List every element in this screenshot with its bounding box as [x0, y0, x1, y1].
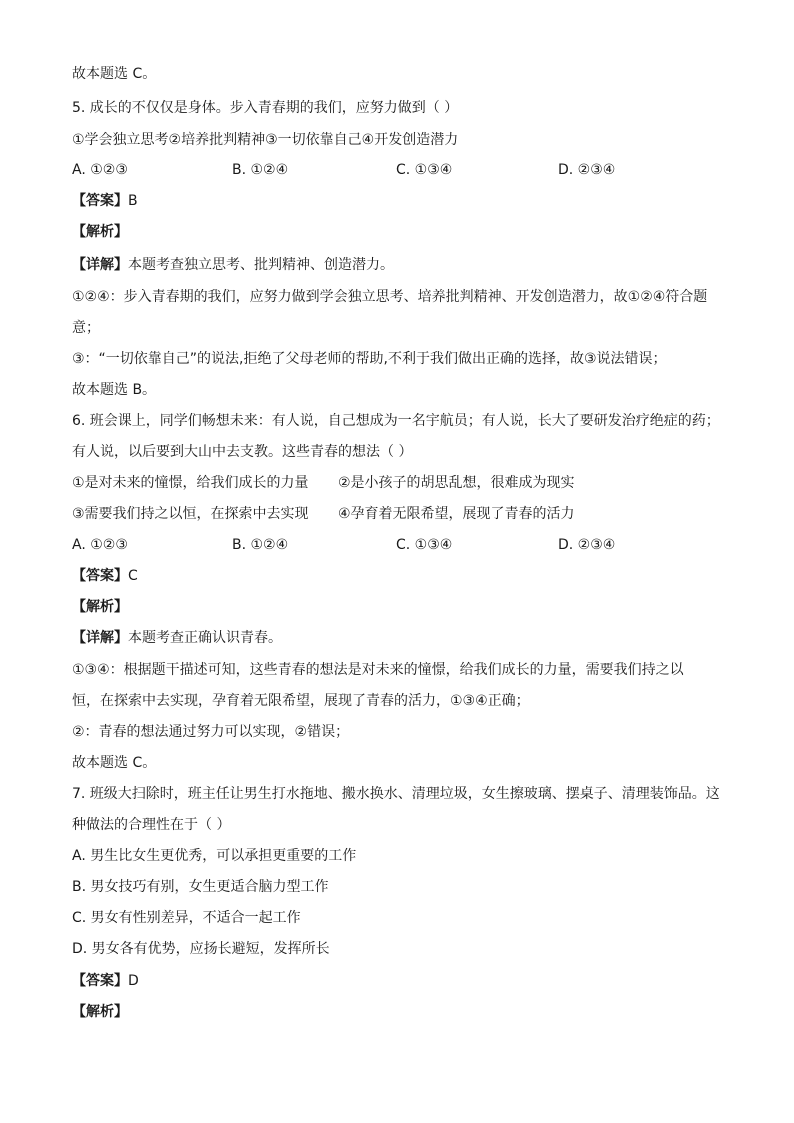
detail-text: 本题考查正确认识青春。 — [128, 630, 282, 646]
q5-answer — [72, 191, 138, 211]
answer-label: 【答案】 — [72, 193, 128, 209]
q6-item-3: ③需要我们持之以恒，在探索中去实现 — [72, 506, 309, 522]
answer-label: 【答案】 — [72, 568, 128, 584]
q7-option-b: B. 男女技巧有别，女生更适合脑力型工作 — [72, 879, 329, 895]
q7-analysis-label: 【解析】 — [72, 1004, 128, 1020]
q5-option-a: A. ①②③ — [72, 162, 128, 178]
q5-explanation-1b: 意； — [72, 320, 100, 336]
q6-analysis-label: 【解析】 — [72, 599, 128, 615]
q7-stem-b: 种做法的合理性在于（ ） — [72, 817, 231, 833]
q6-option-a: A. ①②③ — [72, 537, 128, 553]
detail-text: 本题考查独立思考、批判精神、创造潜力。 — [128, 257, 394, 273]
q7-option-d: D. 男女各有优势，应扬长避短，发挥所长 — [72, 941, 330, 957]
detail-label: 【详解】 — [72, 257, 128, 273]
q7-option-a: A. 男生比女生更优秀，可以承担更重要的工作 — [72, 848, 357, 864]
q7-stem-a: 7. 班级大扫除时，班主任让男生打水拖地、搬水换水、清理垃圾，女生擦玻璃、摆桌子、清理装饰品。这 — [72, 786, 720, 802]
q5-explanation-2: ③：“一切依靠自己”的说法,拒绝了父母老师的帮助,不利于我们做出正确的选择，故③说法错误； — [72, 351, 667, 367]
q5-conclusion: 故本题选 B。 — [72, 382, 157, 398]
q6-detail — [72, 628, 282, 648]
q5-stem: 5. 成长的不仅仅是身体。步入青春期的我们，应努力做到（ ） — [72, 100, 459, 116]
q6-item-2: ②是小孩子的胡思乱想，很难成为现实 — [338, 475, 575, 491]
q6-option-c: C. ①③④ — [396, 537, 453, 553]
q6-explanation-1a: ①③④：根据题干描述可知，这些青春的想法是对未来的憧憬，给我们成长的力量，需要我们持之以 — [72, 662, 684, 678]
q6-explanation-1b: 恒，在探索中去实现，孕育着无限希望，展现了青春的活力，①③④正确； — [72, 693, 530, 709]
q6-explanation-2: ②：青春的想法通过努力可以实现，②错误； — [72, 724, 350, 740]
q6-option-d: D. ②③④ — [558, 537, 616, 553]
q6-stem-b: 有人说，以后要到大山中去支教。这些青春的想法（ ） — [72, 444, 413, 460]
detail-label: 【详解】 — [72, 630, 128, 646]
q5-items: ①学会独立思考②培养批判精神③一切依靠自己④开发创造潜力 — [72, 132, 459, 148]
q7-answer — [72, 971, 139, 991]
q5-option-c: C. ①③④ — [396, 162, 453, 178]
answer-value: B — [128, 193, 138, 209]
q6-conclusion: 故本题选 C。 — [72, 755, 157, 771]
answer-label: 【答案】 — [72, 973, 128, 989]
q6-answer — [72, 566, 138, 586]
q6-option-b: B. ①②④ — [232, 537, 289, 553]
previous-conclusion: 故本题选 C。 — [72, 66, 157, 82]
answer-value: D — [128, 973, 139, 989]
answer-value: C — [128, 568, 138, 584]
q5-explanation-1a: ①②④：步入青春期的我们，应努力做到学会独立思考、培养批判精神、开发创造潜力，故①②④符合题 — [72, 289, 708, 305]
q5-option-d: D. ②③④ — [558, 162, 616, 178]
q6-item-1: ①是对未来的憧憬，给我们成长的力量 — [72, 475, 309, 491]
q5-detail — [72, 255, 394, 275]
q6-item-4: ④孕育着无限希望，展现了青春的活力 — [338, 506, 575, 522]
q5-analysis-label: 【解析】 — [72, 224, 128, 240]
q5-option-b: B. ①②④ — [232, 162, 289, 178]
q7-option-c: C. 男女有性别差异，不适合一起工作 — [72, 910, 301, 926]
q6-stem-a: 6. 班会课上，同学们畅想未来：有人说，自己想成为一名宇航员；有人说，长大了要研发治疗绝症的药； — [72, 413, 720, 429]
